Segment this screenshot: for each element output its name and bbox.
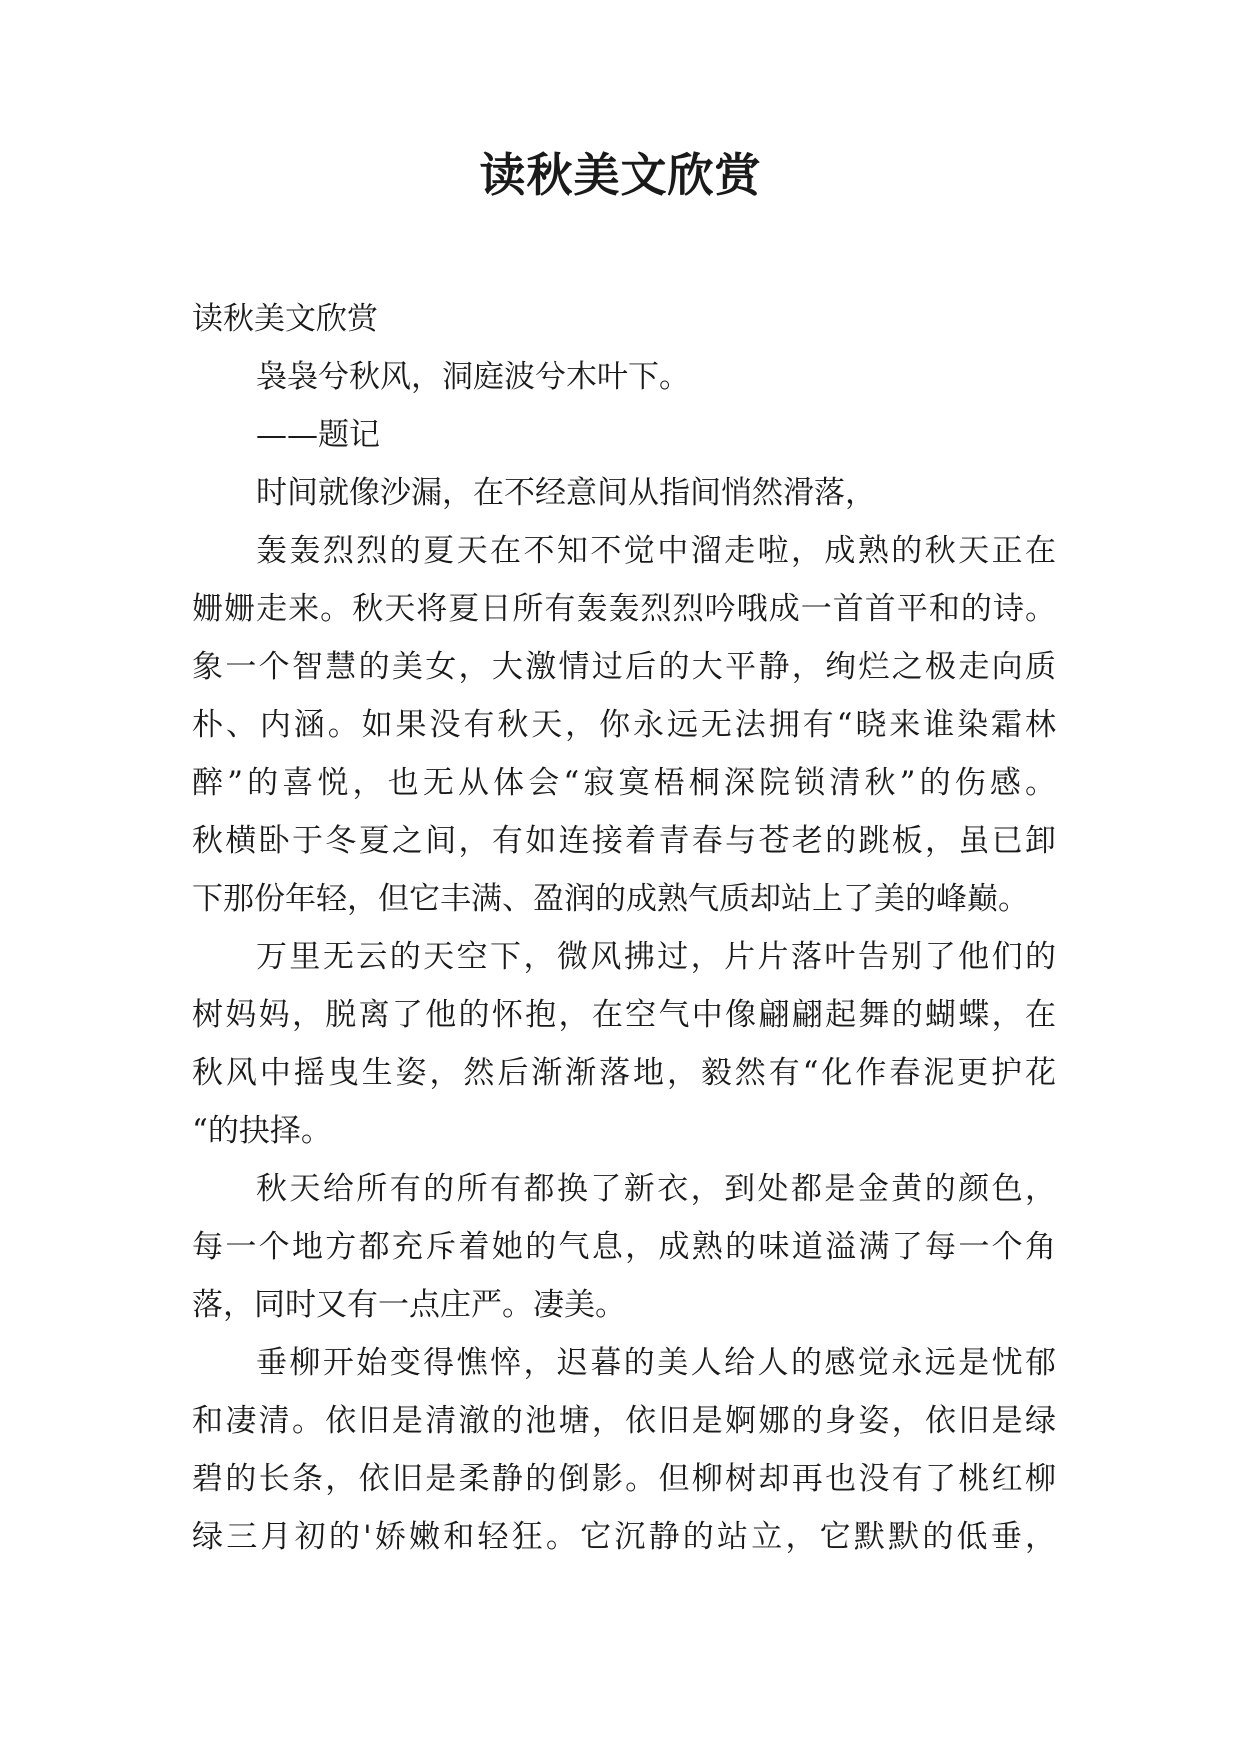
body-line: 朴、内涵。如果没有秋天，你永远无法拥有“晓来谁染霜林 bbox=[192, 707, 1056, 743]
body-line: 绿三月初的'娇嫩和轻狂。它沉静的站立，它默默的低垂， bbox=[192, 1519, 1056, 1555]
body-line: 姗姗走来。秋天将夏日所有轰轰烈烈吟哦成一首首平和的诗。 bbox=[192, 591, 1056, 627]
body-line: 象一个智慧的美女，大激情过后的大平静，绚烂之极走向质 bbox=[192, 649, 1056, 685]
body-line: 秋横卧于冬夏之间，有如连接着青春与苍老的跳板，虽已卸 bbox=[192, 823, 1056, 859]
document-body bbox=[192, 290, 1056, 1566]
body-line: 每一个地方都充斥着她的气息，成熟的味道溢满了每一个角 bbox=[192, 1229, 1056, 1265]
document-subheading: 读秋美文欣赏 bbox=[192, 301, 378, 337]
body-line: 醉”的喜悦，也无从体会“寂寞梧桐深院锁清秋”的伤感。 bbox=[192, 765, 1056, 801]
body-line: 落，同时又有一点庄严。凄美。 bbox=[192, 1287, 626, 1323]
body-line: 碧的长条，依旧是柔静的倒影。但柳树却再也没有了桃红柳 bbox=[192, 1461, 1056, 1497]
body-line: 秋风中摇曳生姿，然后渐渐落地，毅然有“化作春泥更护花 bbox=[192, 1055, 1056, 1091]
body-line: 垂柳开始变得憔悴，迟暮的美人给人的感觉永远是忧郁 bbox=[256, 1345, 1056, 1381]
body-line: 袅袅兮秋风，洞庭波兮木叶下。 bbox=[256, 359, 690, 395]
document-title: 读秋美文欣赏 bbox=[479, 148, 762, 202]
body-line: 万里无云的天空下，微风拂过，片片落叶告别了他们的 bbox=[256, 939, 1056, 975]
body-line: ——题记 bbox=[256, 417, 380, 453]
body-line: 下那份年轻，但它丰满、盈润的成熟气质却站上了美的峰巅。 bbox=[192, 881, 1029, 917]
body-line: 树妈妈，脱离了他的怀抱，在空气中像翩翩起舞的蝴蝶，在 bbox=[192, 997, 1056, 1033]
body-line: 秋天给所有的所有都换了新衣，到处都是金黄的颜色， bbox=[256, 1171, 1056, 1207]
body-line: “的抉择。 bbox=[192, 1113, 332, 1149]
body-line: 时间就像沙漏，在不经意间从指间悄然滑落， bbox=[256, 475, 876, 511]
body-line: 和凄清。依旧是清澈的池塘，依旧是婀娜的身姿，依旧是绿 bbox=[192, 1403, 1056, 1439]
body-line: 轰轰烈烈的夏天在不知不觉中溜走啦，成熟的秋天正在 bbox=[256, 533, 1056, 569]
